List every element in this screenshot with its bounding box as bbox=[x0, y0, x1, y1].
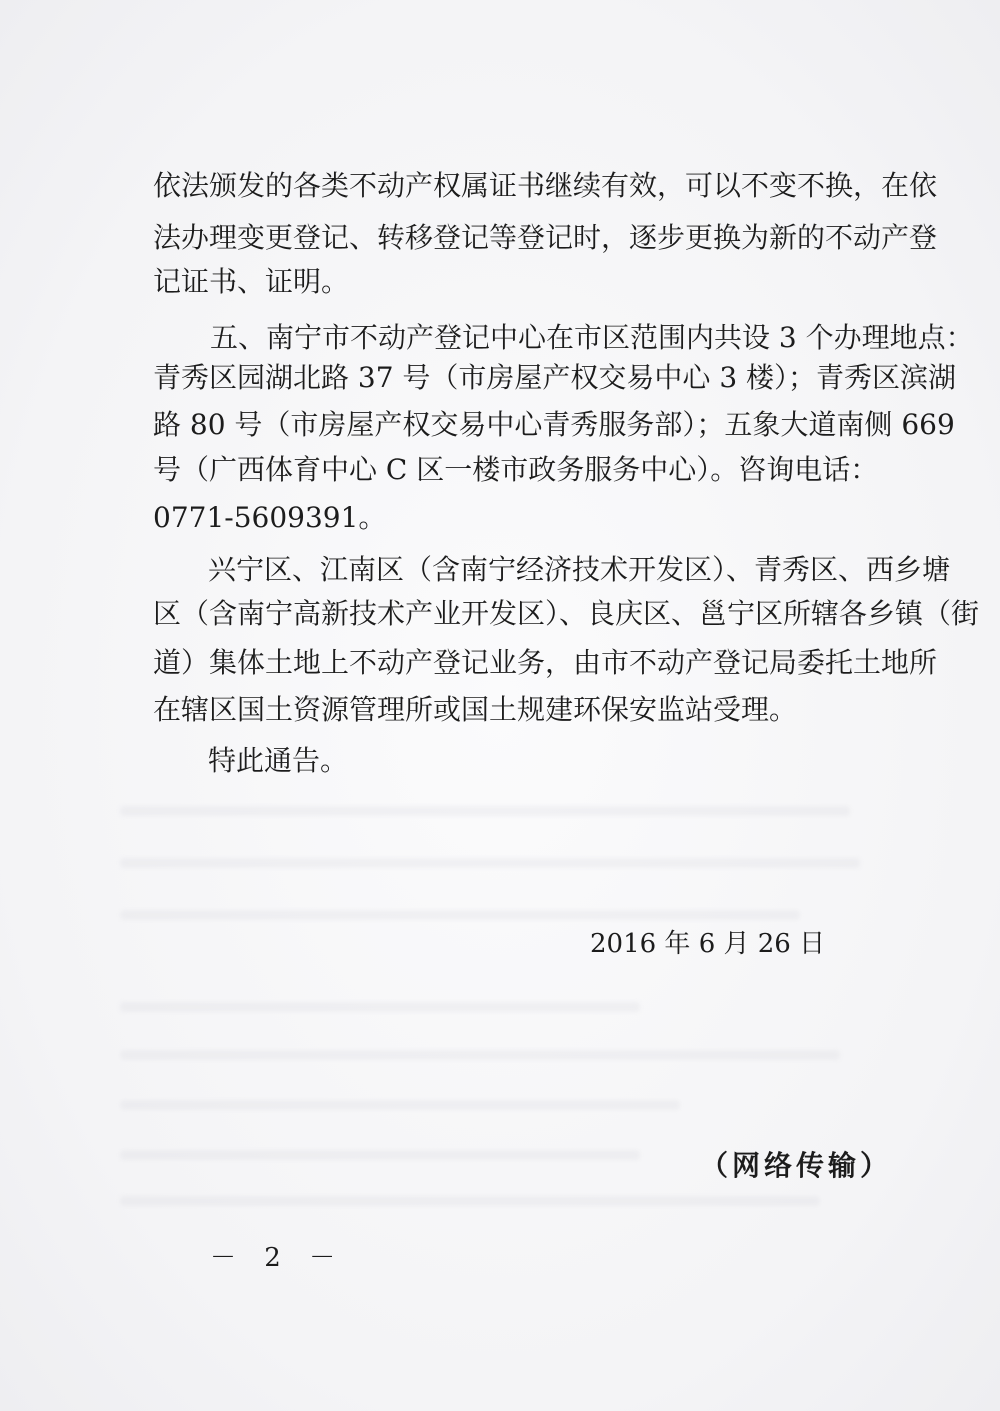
bleed-through-mark bbox=[120, 1100, 680, 1110]
bleed-through-mark bbox=[120, 806, 850, 816]
source-note: （网络传输） bbox=[700, 1149, 893, 1182]
paragraph-3-line-4: 在辖区国土资源管理所或国土规建环保安监站受理。 bbox=[153, 693, 798, 726]
paragraph-1-line-2: 法办理变更登记、转移登记等登记时，逐步更换为新的不动产登 bbox=[153, 221, 938, 254]
paragraph-2-line-4: 号（广西体育中心 C 区一楼市政务服务中心）。咨询电话： bbox=[153, 453, 879, 486]
bleed-through-mark bbox=[120, 910, 800, 920]
paragraph-2-line-5: 0771-5609391。 bbox=[153, 501, 387, 534]
paragraph-3-line-3: 道）集体土地上不动产登记业务，由市不动产登记局委托土地所 bbox=[153, 646, 938, 679]
paragraph-1-line-3: 记证书、证明。 bbox=[153, 265, 350, 298]
page-number: － 2 － bbox=[210, 1243, 346, 1273]
paragraph-2-line-1: 五、南宁市不动产登记中心在市区范围内共设 3 个办理地点： bbox=[210, 321, 974, 354]
paragraph-3-line-1: 兴宁区、江南区（含南宁经济技术开发区）、青秀区、西乡塘 bbox=[208, 553, 951, 586]
bleed-through-mark bbox=[120, 1050, 840, 1060]
bleed-through-mark bbox=[120, 858, 860, 868]
document-date: 2016 年 6 月 26 日 bbox=[590, 929, 826, 959]
paragraph-2-line-3: 路 80 号（市房屋产权交易中心青秀服务部）；五象大道南侧 669 bbox=[153, 408, 955, 441]
closing-text: 特此通告。 bbox=[208, 744, 349, 777]
paragraph-2-line-2: 青秀区园湖北路 37 号（市房屋产权交易中心 3 楼）；青秀区滨湖 bbox=[153, 361, 957, 394]
bleed-through-mark bbox=[120, 1196, 820, 1206]
bleed-through-mark bbox=[120, 1002, 640, 1012]
bleed-through-mark bbox=[120, 1150, 640, 1160]
paragraph-3-line-2: 区（含南宁高新技术产业开发区）、良庆区、邕宁区所辖各乡镇（街 bbox=[153, 597, 980, 630]
paragraph-1-line-1: 依法颁发的各类不动产权属证书继续有效，可以不变不换，在依 bbox=[153, 169, 938, 202]
